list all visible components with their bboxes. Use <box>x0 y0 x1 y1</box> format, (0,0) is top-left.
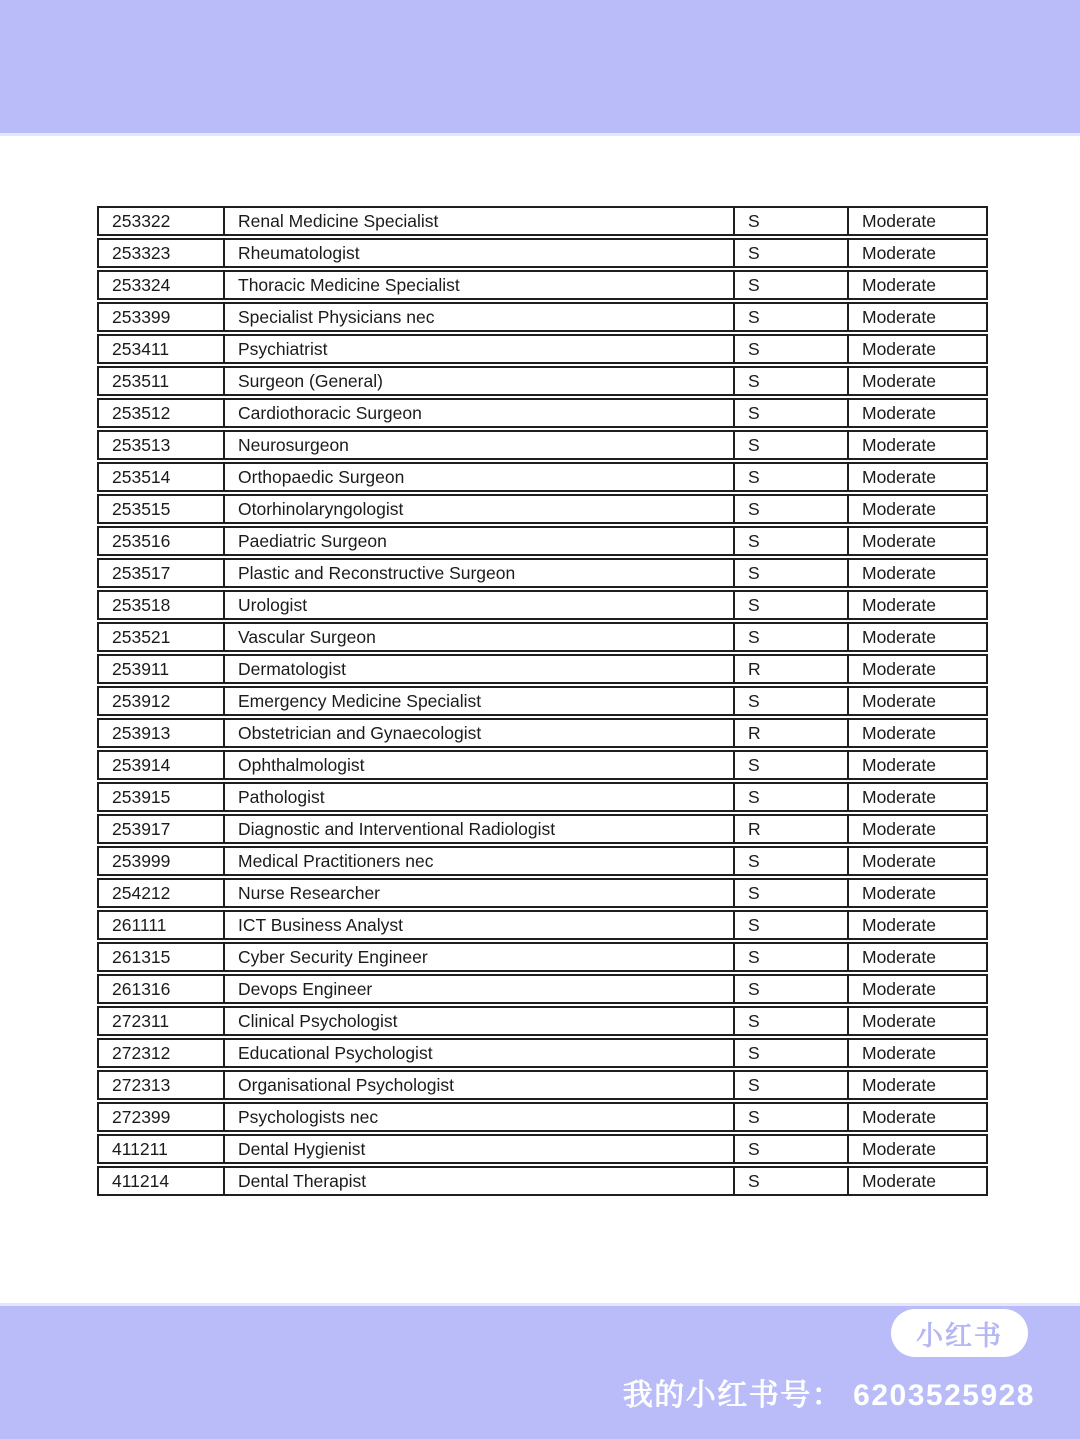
table-cell-rating: Moderate <box>862 562 936 583</box>
table-cell-code: 253912 <box>99 688 225 714</box>
table-row <box>97 1038 988 1068</box>
table-row <box>97 846 988 876</box>
table-row <box>97 686 988 716</box>
table-cell-status: S <box>735 1008 849 1034</box>
table-cell-status: S <box>735 976 849 1002</box>
table-cell-status: S <box>735 784 849 810</box>
table-cell-status: S <box>735 496 849 522</box>
xiaohongshu-logo-badge <box>891 1309 1028 1357</box>
table-cell-rating: Moderate <box>862 1074 936 1095</box>
table-cell-rating: Moderate <box>862 882 936 903</box>
table-cell-rating: Moderate <box>862 1042 936 1063</box>
table-cell-occupation: Specialist Physicians nec <box>225 304 735 330</box>
table-cell-status: S <box>735 336 849 362</box>
table-cell-code: 253521 <box>99 624 225 650</box>
table-row <box>97 910 988 940</box>
table-cell-status: S <box>735 464 849 490</box>
table-row <box>97 334 988 364</box>
table-row <box>97 718 988 748</box>
table-cell-code: 253513 <box>99 432 225 458</box>
table-cell-rating: Moderate <box>862 914 936 935</box>
table-cell-rating: Moderate <box>862 1138 936 1159</box>
table-cell-occupation: Psychologists nec <box>225 1104 735 1130</box>
table-cell-rating: Moderate <box>862 786 936 807</box>
table-cell-code: 253322 <box>99 208 225 234</box>
xiaohongshu-logo-label: 小红书 <box>916 1320 1003 1351</box>
table-cell-status: S <box>735 400 849 426</box>
table-cell-rating: Moderate <box>862 402 936 423</box>
table-cell-occupation: Medical Practitioners nec <box>225 848 735 874</box>
table-row <box>97 238 988 268</box>
table-cell-rating: Moderate <box>862 530 936 551</box>
table-cell-code: 253324 <box>99 272 225 298</box>
table-cell-occupation: Plastic and Reconstructive Surgeon <box>225 560 735 586</box>
table-cell-code: 253915 <box>99 784 225 810</box>
table-cell-status: S <box>735 1136 849 1162</box>
top-decorative-band <box>0 0 1080 136</box>
table-cell-code: 272312 <box>99 1040 225 1066</box>
table-cell-code: 253512 <box>99 400 225 426</box>
table-cell-rating: Moderate <box>862 242 936 263</box>
table-row <box>97 398 988 428</box>
table-cell-code: 253514 <box>99 464 225 490</box>
table-cell-code: 253399 <box>99 304 225 330</box>
table-row <box>97 526 988 556</box>
table-cell-rating: Moderate <box>862 626 936 647</box>
table-cell-rating: Moderate <box>862 978 936 999</box>
table-cell-code: 261316 <box>99 976 225 1002</box>
table-cell-status: S <box>735 1104 849 1130</box>
table-cell-code: 253914 <box>99 752 225 778</box>
table-cell-code: 272399 <box>99 1104 225 1130</box>
table-cell-code: 261315 <box>99 944 225 970</box>
table-cell-status: S <box>735 1168 849 1194</box>
table-cell-status: S <box>735 752 849 778</box>
xiaohongshu-account-number: 我的小红书号： 6203525928 <box>622 1379 1035 1412</box>
table-cell-occupation: Vascular Surgeon <box>225 624 735 650</box>
table-cell-occupation: Paediatric Surgeon <box>225 528 735 554</box>
table-row <box>97 558 988 588</box>
table-cell-status: S <box>735 688 849 714</box>
occupation-table <box>97 206 988 1198</box>
table-cell-status: S <box>735 368 849 394</box>
table-cell-occupation: Renal Medicine Specialist <box>225 208 735 234</box>
table-cell-code: 253323 <box>99 240 225 266</box>
table-cell-code: 261111 <box>99 912 225 938</box>
table-row <box>97 814 988 844</box>
table-row <box>97 462 988 492</box>
table-cell-occupation: Clinical Psychologist <box>225 1008 735 1034</box>
table-cell-code: 253911 <box>99 656 225 682</box>
table-cell-occupation: Rheumatologist <box>225 240 735 266</box>
table-cell-code: 272313 <box>99 1072 225 1098</box>
table-cell-occupation: Orthopaedic Surgeon <box>225 464 735 490</box>
table-cell-status: S <box>735 624 849 650</box>
table-cell-rating: Moderate <box>862 210 936 231</box>
table-cell-status: S <box>735 240 849 266</box>
table-cell-occupation: Thoracic Medicine Specialist <box>225 272 735 298</box>
table-row <box>97 1134 988 1164</box>
table-cell-status: S <box>735 1040 849 1066</box>
table-cell-occupation: Dental Therapist <box>225 1168 735 1194</box>
table-row <box>97 1070 988 1100</box>
table-row <box>97 206 988 236</box>
table-row <box>97 270 988 300</box>
table-cell-occupation: Educational Psychologist <box>225 1040 735 1066</box>
table-cell-rating: Moderate <box>862 850 936 871</box>
table-row <box>97 974 988 1004</box>
table-cell-status: S <box>735 528 849 554</box>
table-cell-occupation: Psychiatrist <box>225 336 735 362</box>
table-cell-status: S <box>735 432 849 458</box>
table-cell-rating: Moderate <box>862 658 936 679</box>
table-cell-occupation: Nurse Researcher <box>225 880 735 906</box>
table-row <box>97 590 988 620</box>
table-cell-rating: Moderate <box>862 818 936 839</box>
table-cell-code: 253517 <box>99 560 225 586</box>
table-cell-rating: Moderate <box>862 274 936 295</box>
table-cell-occupation: ICT Business Analyst <box>225 912 735 938</box>
table-cell-status: S <box>735 880 849 906</box>
table-cell-occupation: Pathologist <box>225 784 735 810</box>
table-cell-code: 411211 <box>99 1136 225 1162</box>
table-cell-code: 254212 <box>99 880 225 906</box>
table-cell-code: 253515 <box>99 496 225 522</box>
table-cell-code: 253999 <box>99 848 225 874</box>
table-cell-code: 253511 <box>99 368 225 394</box>
table-row <box>97 622 988 652</box>
table-cell-occupation: Cyber Security Engineer <box>225 944 735 970</box>
table-cell-occupation: Devops Engineer <box>225 976 735 1002</box>
table-cell-code: 253913 <box>99 720 225 746</box>
table-cell-status: S <box>735 304 849 330</box>
table-cell-occupation: Otorhinolaryngologist <box>225 496 735 522</box>
table-cell-status: R <box>735 656 849 682</box>
table-cell-code: 272311 <box>99 1008 225 1034</box>
table-cell-occupation: Urologist <box>225 592 735 618</box>
table-cell-occupation: Diagnostic and Interventional Radiologist <box>225 816 735 842</box>
table-row <box>97 750 988 780</box>
table-row <box>97 1006 988 1036</box>
table-cell-rating: Moderate <box>862 594 936 615</box>
table-row <box>97 494 988 524</box>
table-cell-rating: Moderate <box>862 1106 936 1127</box>
table-row <box>97 942 988 972</box>
table-cell-rating: Moderate <box>862 722 936 743</box>
table-cell-occupation: Obstetrician and Gynaecologist <box>225 720 735 746</box>
table-cell-status: S <box>735 944 849 970</box>
table-cell-rating: Moderate <box>862 338 936 359</box>
table-cell-rating: Moderate <box>862 1170 936 1191</box>
table-cell-occupation: Organisational Psychologist <box>225 1072 735 1098</box>
table-cell-status: S <box>735 848 849 874</box>
table-row <box>97 430 988 460</box>
table-row <box>97 878 988 908</box>
table-row <box>97 654 988 684</box>
table-cell-code: 253917 <box>99 816 225 842</box>
table-cell-occupation: Ophthalmologist <box>225 752 735 778</box>
table-cell-occupation: Surgeon (General) <box>225 368 735 394</box>
table-cell-occupation: Cardiothoracic Surgeon <box>225 400 735 426</box>
table-cell-rating: Moderate <box>862 690 936 711</box>
content-area <box>0 136 1080 1302</box>
table-cell-rating: Moderate <box>862 498 936 519</box>
table-row <box>97 1102 988 1132</box>
table-cell-status: S <box>735 592 849 618</box>
table-row <box>97 366 988 396</box>
table-cell-occupation: Dermatologist <box>225 656 735 682</box>
table-cell-rating: Moderate <box>862 370 936 391</box>
table-cell-rating: Moderate <box>862 466 936 487</box>
table-cell-status: S <box>735 208 849 234</box>
table-cell-status: R <box>735 720 849 746</box>
table-row <box>97 1166 988 1196</box>
table-cell-status: S <box>735 560 849 586</box>
table-cell-status: S <box>735 1072 849 1098</box>
table-row <box>97 302 988 332</box>
table-cell-status: R <box>735 816 849 842</box>
table-row <box>97 782 988 812</box>
table-cell-rating: Moderate <box>862 946 936 967</box>
table-cell-code: 411214 <box>99 1168 225 1194</box>
table-cell-occupation: Dental Hygienist <box>225 1136 735 1162</box>
table-cell-status: S <box>735 912 849 938</box>
table-cell-rating: Moderate <box>862 306 936 327</box>
table-cell-rating: Moderate <box>862 754 936 775</box>
table-cell-occupation: Emergency Medicine Specialist <box>225 688 735 714</box>
table-cell-code: 253411 <box>99 336 225 362</box>
table-cell-rating: Moderate <box>862 434 936 455</box>
table-cell-code: 253516 <box>99 528 225 554</box>
table-cell-code: 253518 <box>99 592 225 618</box>
table-cell-status: S <box>735 272 849 298</box>
table-cell-rating: Moderate <box>862 1010 936 1031</box>
bottom-decorative-band <box>0 1303 1080 1439</box>
table-cell-occupation: Neurosurgeon <box>225 432 735 458</box>
